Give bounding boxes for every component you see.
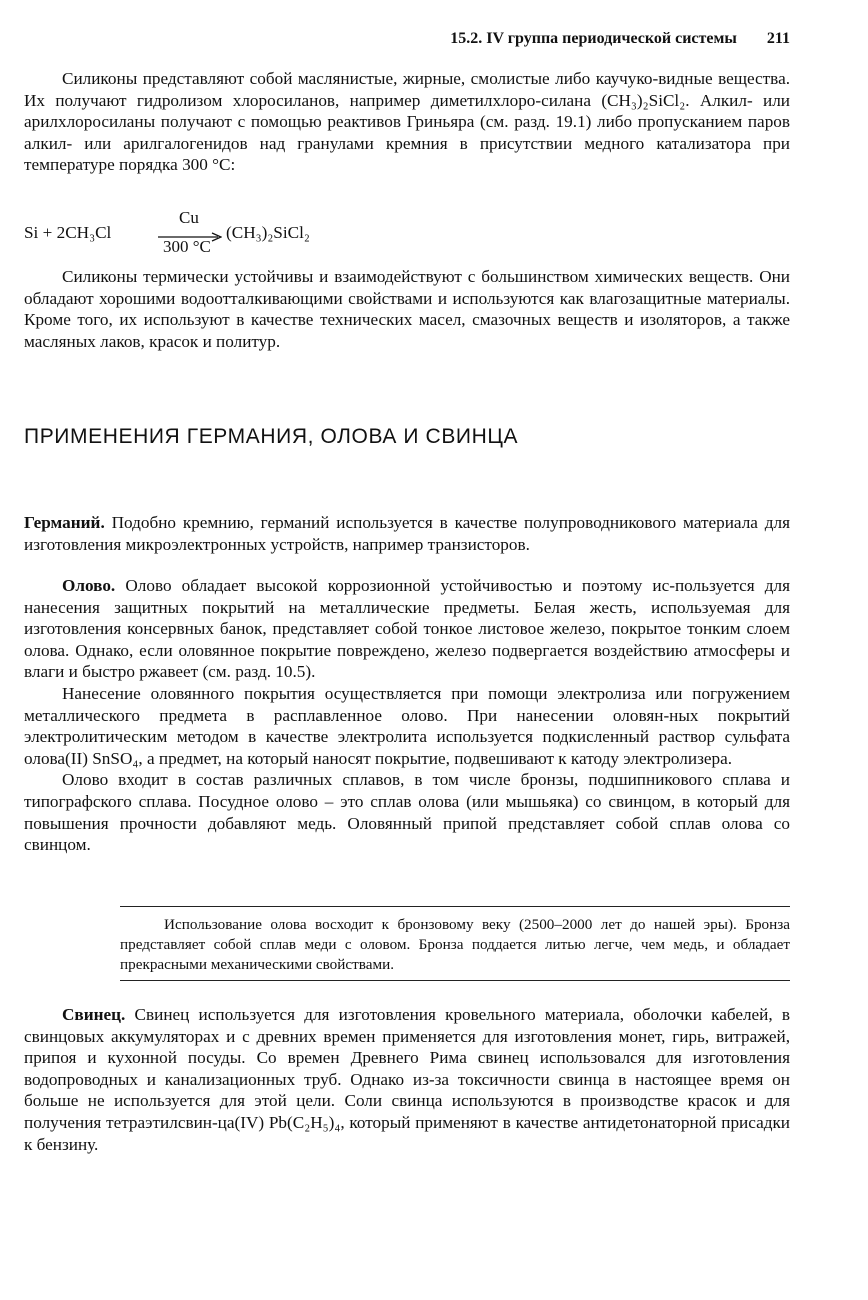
- note-top-rule: [120, 906, 790, 907]
- equation-product: (CH₃)₂SiCl₂: [226, 223, 310, 242]
- tin-block: [24, 575, 790, 856]
- germanium-block: [24, 512, 790, 555]
- equation-catalyst: Cu: [179, 208, 199, 227]
- section-title: ПРИМЕНЕНИЯ ГЕРМАНИЯ, ОЛОВА И СВИНЦА: [24, 425, 519, 448]
- intro-block: [24, 68, 790, 176]
- tin-text-1: Олово обладает высокой коррозионной устойчивостью и поэтому ис-пользуется для нанесения защитных покрытий на металлические предметы. Белая жесть, используемая для изготовления консервных банок, представляет собой тонкое листовое железо, покрытое тонким слоем олова. Однако, если оловянное покрытие повреждено, железо подвергается воздействию атмосферы и влаги и быстро ржавеет (см. разд. 10.5).: [24, 576, 790, 682]
- germanium-lead: Германий.: [24, 513, 105, 532]
- tin-paragraph-2: Нанесение оловянного покрытия осуществляется при помощи электролиза или погружением металлического предмета в расплавленное олово. При нанесении оловян-ных покрытий электролитическим методом в качестве электролита используется подкисленный раствор сульфата олова(II) SnSO₄, а предмет, на который наносят покрытие, подвешивают к катоду электролизера.: [24, 683, 790, 768]
- intro-paragraph-2: Силиконы термически устойчивы и взаимодействуют с большинством химических веществ. Они обладают хорошими водоотталкивающими свойствами и используются как влагозащитные материалы. Кроме того, их используют в качестве технических масел, смазочных веществ и изоляторов, а также масляных лаков, красок и политур.: [24, 267, 790, 351]
- lead-lead: Свинец.: [62, 1005, 126, 1024]
- equation-condition: 300 °C: [163, 237, 211, 256]
- historical-note: [120, 915, 790, 975]
- intro-paragraph-1: Силиконы представляют собой маслянистые, жирные, смолистые либо каучуко-видные вещества. Их получают гидролизом хлоросиланов, например диметилхлоро-силана (CH₃)₂SiCl₂. Алкил- или арилхлоросиланы получают с помощью реактивов Гриньяра (см. разд. 19.1) либо пропусканием паров алкил- или арилгалогенидов над гранулами кремния в присутствии медного катализатора при температуре порядка 300 °C:: [24, 69, 790, 175]
- reaction-equation: [24, 208, 790, 256]
- lead-paragraph: [24, 1004, 790, 1155]
- running-head: [24, 30, 790, 48]
- page-number: 211: [766, 30, 790, 47]
- running-head-title: 15.2. IV группа периодической системы: [450, 30, 737, 47]
- note-text: Использование олова восходит к бронзовому веку (2500–2000 лет до нашей эры). Бронза представляет собой сплав меди с оловом. Бронза поддается литью легче, чем медь, и обладает прекрасными механическими свойствами.: [120, 916, 790, 973]
- lead-block: [24, 1004, 790, 1155]
- equation-reactants: Si + 2CH₃Cl: [24, 223, 112, 242]
- lead-text: Свинец используется для изготовления кровельного материала, оболочки кабелей, в свинцовых аккумуляторах и с древних времен применяется для изготовления монет, гирь, витражей, припоя и кухонной посуды. Со времен Древнего Рима свинец использовался для изготовления водопроводных и канализационных труб. Однако из-за токсичности свинца в настоящее время он больше не используется для этой цели. Соли свинца используются в производстве красок и для получения тетраэтилсвин-ца(IV) Pb(C₂H₅)₄, который применяют в качестве антидетонаторной присадки к бензину.: [24, 1005, 790, 1154]
- note-bottom-rule: [120, 980, 790, 981]
- tin-paragraph-3: Олово входит в состав различных сплавов, в том числе бронзы, подшипникового сплава и типографского сплава. Посудное олово – это сплав олова (или мышьяка) со свинцом, в который для повышения прочности добавляют медь. Оловянный припой представляет собой сплав олова со свинцом.: [24, 770, 790, 855]
- intro-block-2: [24, 266, 790, 352]
- germanium-text: Подобно кремнию, германий используется в качестве полупроводникового материала для изготовления микроэлектронных устройств, например транзисторов.: [24, 513, 790, 554]
- germanium-paragraph: [24, 512, 790, 555]
- tin-paragraph-1: [24, 575, 790, 683]
- tin-lead: Олово.: [62, 576, 116, 595]
